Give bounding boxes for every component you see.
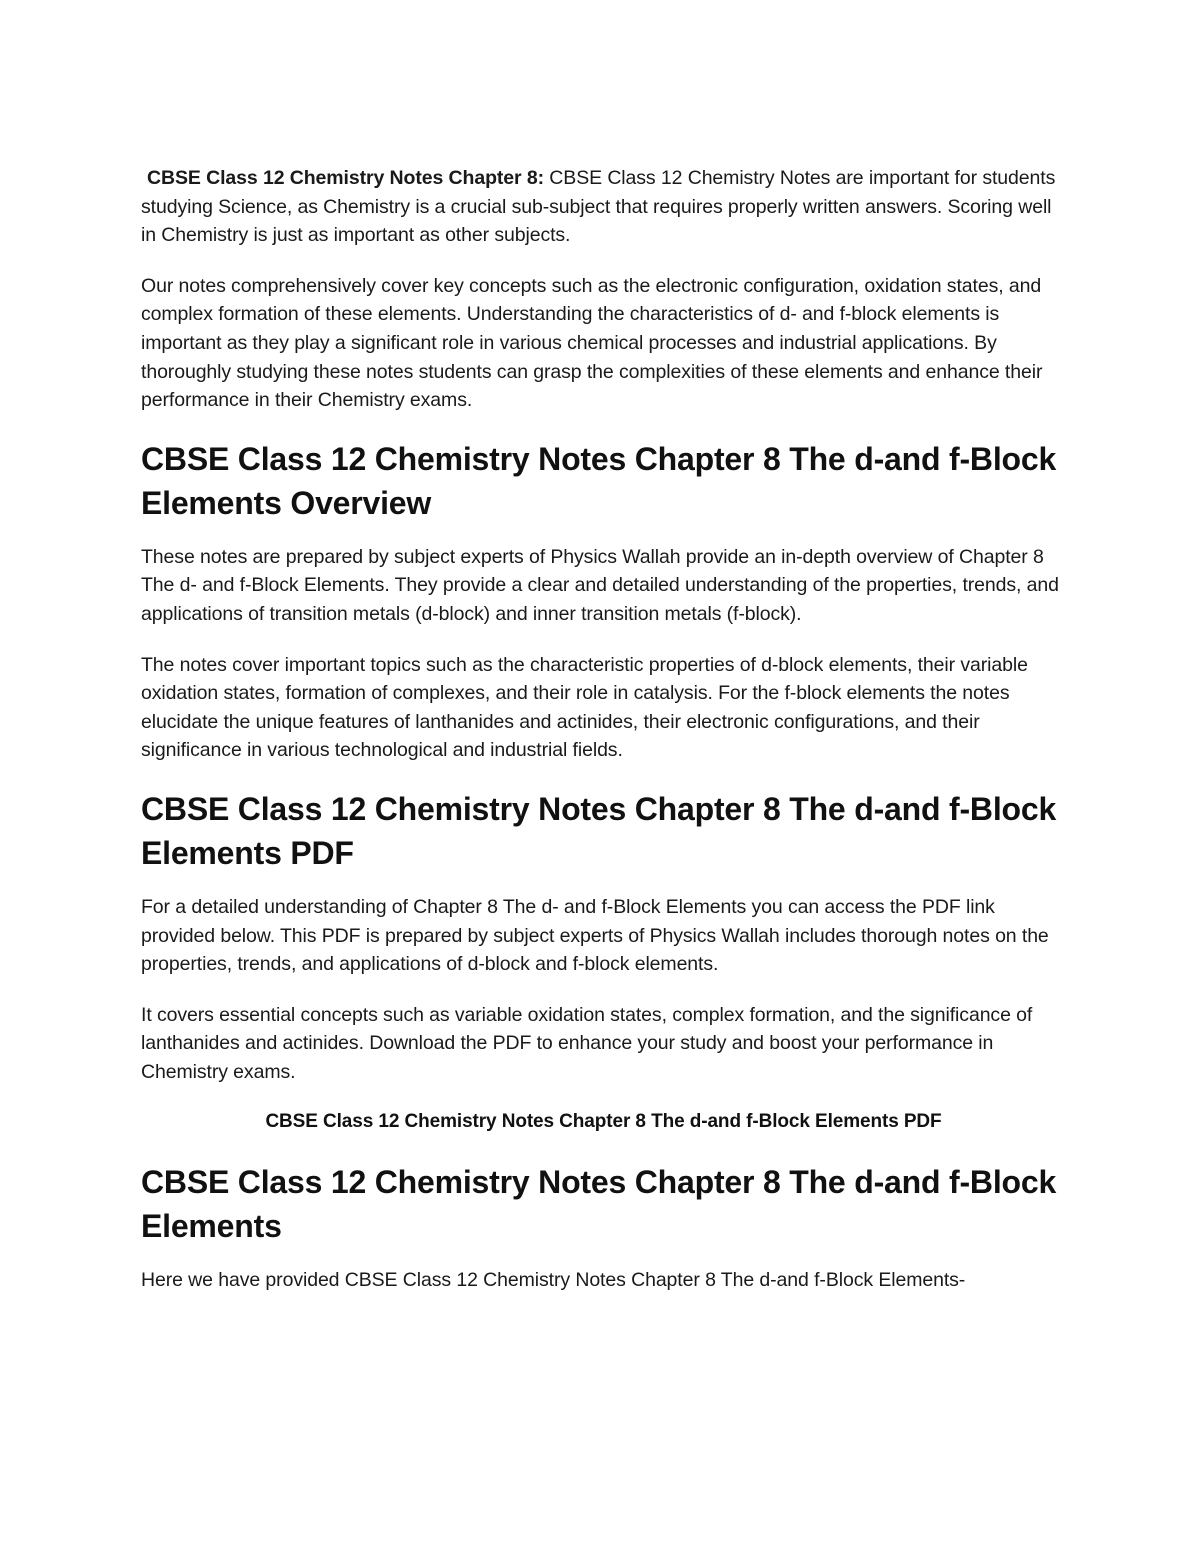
intro-lead: CBSE Class 12 Chemistry Notes Chapter 8: <box>147 167 544 189</box>
overview-heading: CBSE Class 12 Chemistry Notes Chapter 8 The d-and f-Block Elements Overview <box>141 440 1057 521</box>
overview-paragraph-1: These notes are prepared by subject experts of Physics Wallah provide an in-depth overview of Chapter 8 The d- and f-Block Elements. They provide a clear and detailed understanding of the properties, trends, and applications of transition metals (d-block) and inner transition metals (f-block). <box>141 545 1059 625</box>
pdf-download-link[interactable]: CBSE Class 12 Chemistry Notes Chapter 8 The d-and f-Block Elements PDF <box>265 1111 942 1133</box>
pdf-paragraph-1: For a detailed understanding of Chapter 8 The d- and f-Block Elements you can access the PDF link provided below. This PDF is prepared by subject experts of Physics Wallah includes thorough notes on the properties, trends, and applications of d-block and f-block elements. <box>141 895 1049 976</box>
intro-text: CBSE Class 12 Chemistry Notes are important for students studying Science, as Chemistry is a crucial sub-subject that requires properly written answers. Scoring well in Chemistry is just as important as other subjects. <box>141 167 1056 247</box>
document-page <box>141 164 1066 1295</box>
intro-paragraph <box>141 164 1066 250</box>
elements-heading: CBSE Class 12 Chemistry Notes Chapter 8 The d-and f-Block Elements <box>141 1164 1057 1245</box>
overview-paragraph-2: The notes cover important topics such as the characteristic properties of d-block elements, their variable oxidation states, formation of complexes, and their role in catalysis. For the f-block elements the notes elucidate the unique features of lanthanides and actinides, their electronic configurations, and their significance in various technological and industrial fields. <box>141 653 1028 762</box>
notes-coverage-paragraph: Our notes comprehensively cover key concepts such as the electronic configuration, oxidation states, and complex formation of these elements. Understanding the characteristics of d- and f-block elements is important as they play a significant role in various chemical processes and industrial applications. By thoroughly studying these notes students can grasp the complexities of these elements and enhance their performance in their Chemistry exams. <box>141 274 1043 412</box>
pdf-heading: CBSE Class 12 Chemistry Notes Chapter 8 The d-and f-Block Elements PDF <box>141 790 1057 871</box>
pdf-paragraph-2: It covers essential concepts such as variable oxidation states, complex formation, and the significance of lanthanides and actinides. Download the PDF to enhance your study and boost your performance in Chemistry exams. <box>141 1003 1033 1083</box>
elements-paragraph: Here we have provided CBSE Class 12 Chemistry Notes Chapter 8 The d-and f-Block Elements- <box>141 1269 966 1292</box>
